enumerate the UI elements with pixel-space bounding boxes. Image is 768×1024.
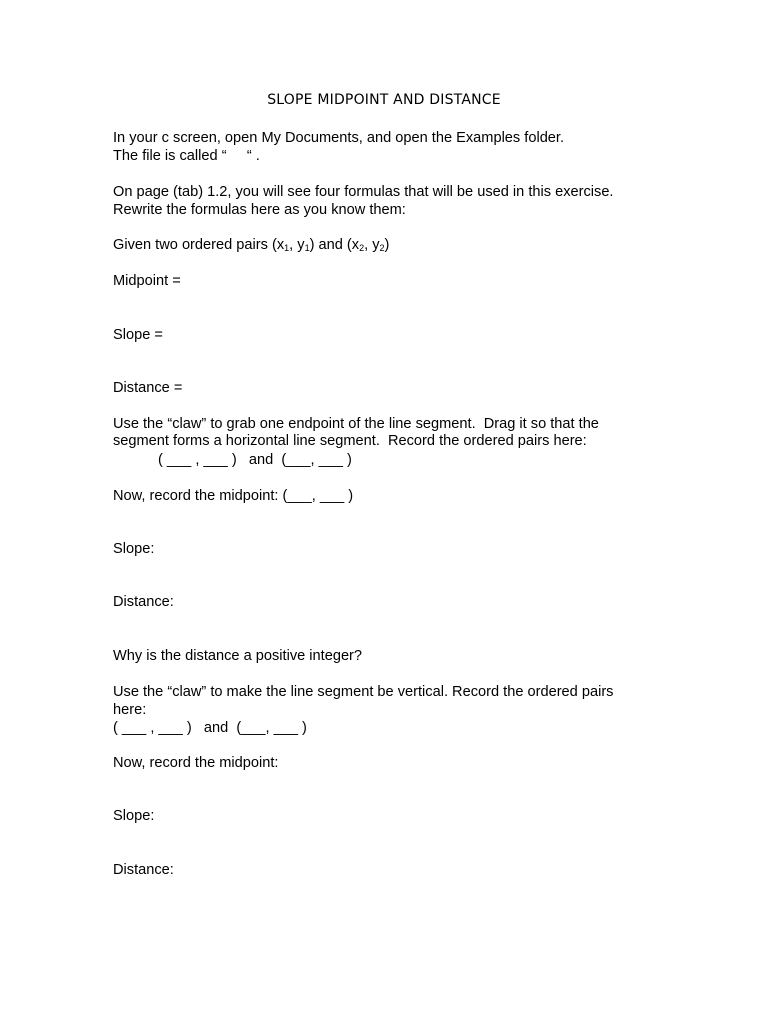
intro-line-1: In your c screen, open My Documents, and open the Examples folder.	[113, 130, 565, 146]
intro-line-2: The file is called “ “ .	[113, 148, 260, 164]
horizontal-slope-label: Slope:	[113, 541, 155, 557]
positive-integer-question: Why is the distance a positive integer?	[113, 648, 363, 664]
page-title: SLOPE MIDPOINT AND DISTANCE	[267, 92, 501, 108]
subscript: 1	[304, 243, 310, 253]
vertical-distance-label: Distance:	[113, 862, 174, 878]
slope-formula-label: Slope =	[113, 327, 163, 343]
vertical-midpoint-label: Now, record the midpoint:	[113, 755, 279, 771]
vertical-ordered-pairs-blanks: ( ___ , ___ ) and (___, ___ )	[113, 720, 307, 736]
subscript: 2	[379, 243, 385, 253]
formulas-intro-line-2: Rewrite the formulas here as you know them:	[113, 202, 406, 218]
given-text: )	[384, 237, 390, 253]
distance-formula-label: Distance =	[113, 380, 183, 396]
given-text: , y	[364, 237, 380, 253]
vertical-instructions-line-2: here:	[113, 702, 147, 718]
midpoint-formula-label: Midpoint =	[113, 273, 181, 289]
horizontal-instructions-line-1: Use the “claw” to grab one endpoint of the line segment. Drag it so that the	[113, 416, 599, 432]
horizontal-ordered-pairs-blanks: ( ___ , ___ ) and (___, ___ )	[158, 452, 352, 468]
vertical-slope-label: Slope:	[113, 808, 155, 824]
horizontal-instructions-line-2: segment forms a horizontal line segment. Record the ordered pairs here:	[113, 433, 587, 449]
given-text: ) and (x	[309, 237, 360, 253]
given-ordered-pairs	[113, 236, 389, 254]
given-text: Given two ordered pairs (x	[113, 237, 285, 253]
vertical-instructions-line-1: Use the “claw” to make the line segment be vertical. Record the ordered pairs	[113, 684, 614, 700]
horizontal-distance-label: Distance:	[113, 594, 174, 610]
given-text: , y	[289, 237, 305, 253]
horizontal-midpoint-label: Now, record the midpoint: (___, ___ )	[113, 488, 354, 504]
subscript: 2	[359, 243, 365, 253]
formulas-intro-line-1: On page (tab) 1.2, you will see four formulas that will be used in this exercise.	[113, 184, 614, 200]
subscript: 1	[284, 243, 290, 253]
